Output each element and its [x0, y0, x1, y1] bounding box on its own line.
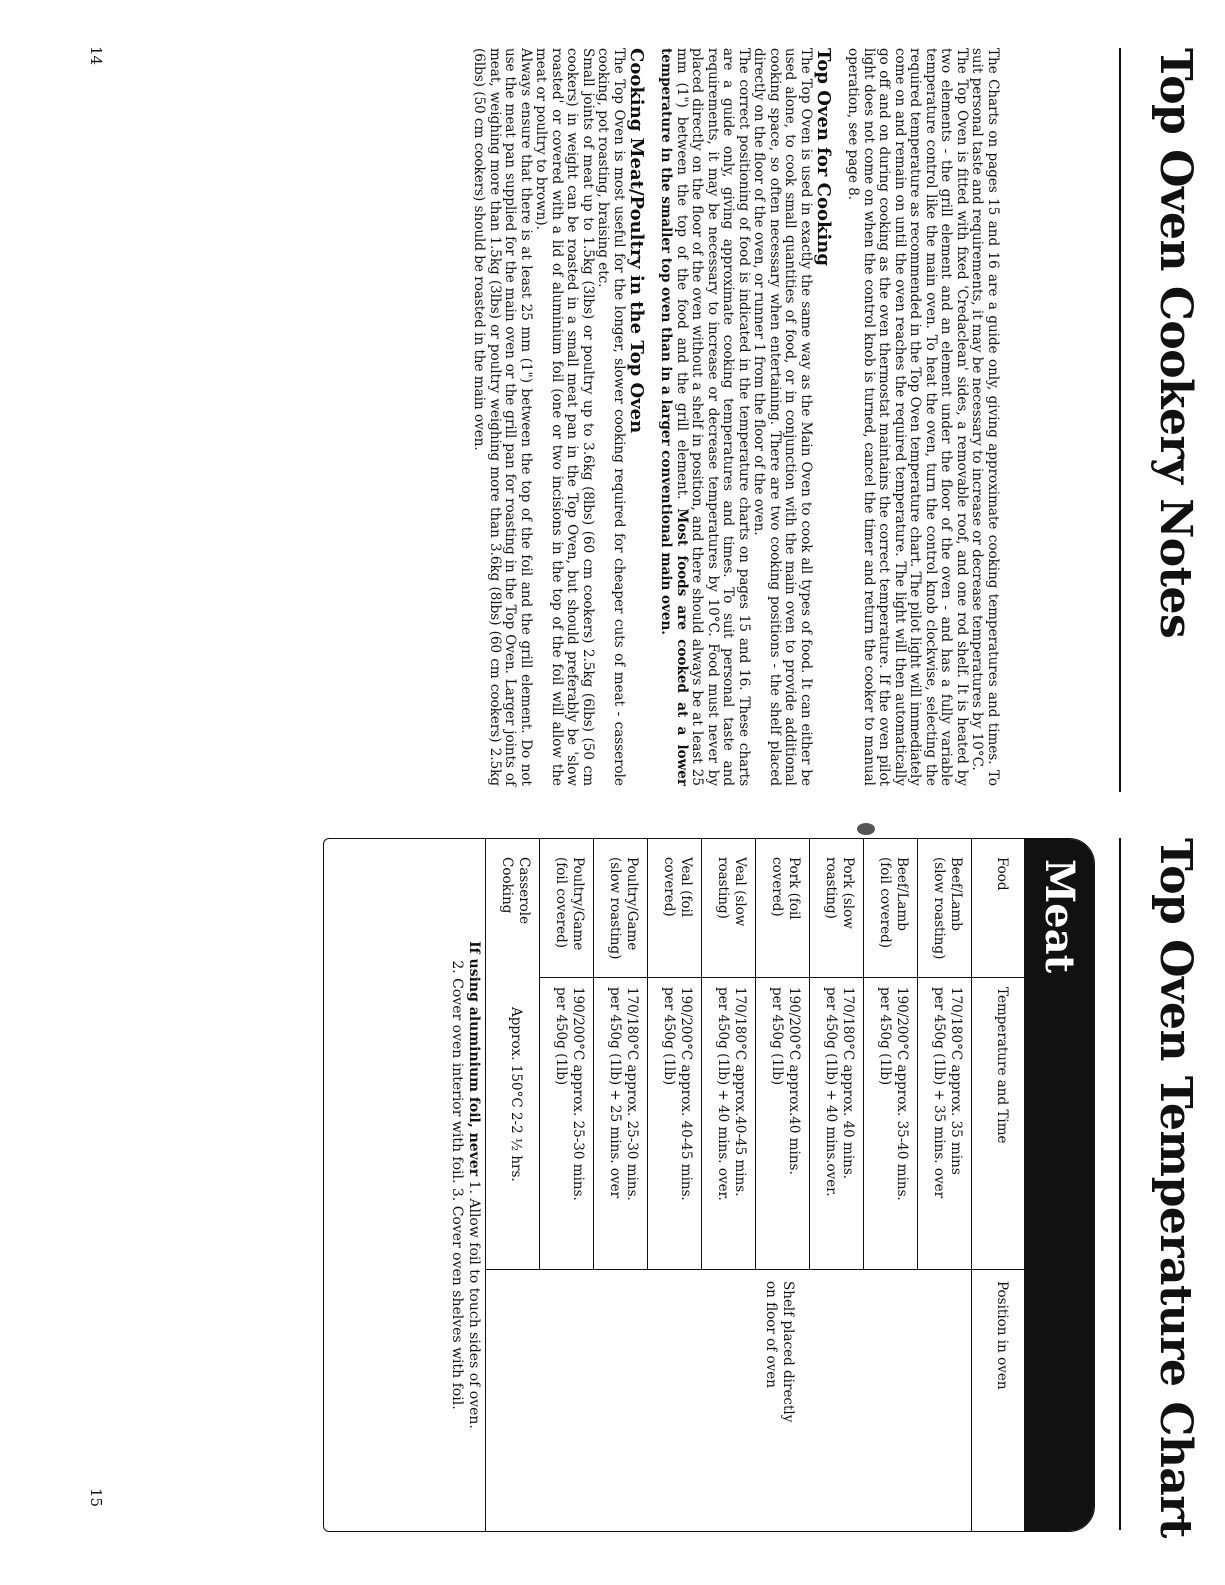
food-cell: Veal (slow — [732, 857, 748, 927]
row-divider — [863, 839, 864, 1269]
card-title: Meat — [1024, 839, 1094, 1531]
row-divider — [971, 839, 972, 1531]
temperature-cell: per 450g (1lb) + 40 mins.over. — [823, 987, 839, 1197]
row-divider — [647, 839, 648, 1269]
emphasis-text: Most foods are cooked at a lower temperature in the smaller top oven than in a larger conventional main oven. — [658, 48, 690, 786]
temperature-cell: per 450g (1lb) + 40 mins. over. — [715, 987, 731, 1201]
temperature-cell: Approx. 150°C 2-2 ½ hrs. — [508, 1007, 524, 1182]
temperature-cell: 190/200°C approx. 40-45 mins. — [678, 987, 694, 1201]
page-number: 14 — [87, 46, 105, 66]
temperature-cell: 190/200°C approx. 25-30 mins. — [570, 987, 586, 1201]
body-paragraph: Always ensure that there is at least 25 mm (1") between the top of the foil and the grill element. Do not use the meat pan supplied for the main oven or the grill pan for roasting in the Top Oven. Larger joints of meat, weighing more than 1.5kg (3lbs) or poultry weighing more than 3.6kg (8lbs) (60 cm cookers) 2.5kg (6lbs) (50 cm cookers) should be roasted in the main oven. — [471, 48, 534, 786]
column-header: Position in oven — [994, 1281, 1010, 1390]
food-cell: Poultry/Game — [570, 857, 586, 951]
column-divider — [540, 977, 1024, 978]
title-rule — [1119, 838, 1121, 1530]
position-cell: on floor of oven — [763, 1281, 779, 1388]
temperature-cell: 170/180°C approx. 40 mins. — [840, 987, 856, 1180]
temperature-cell: 190/200°C approx. 35-40 mins. — [894, 987, 910, 1201]
temperature-cell: per 450g (1lb) + 35 mins. over — [931, 987, 947, 1199]
section-heading: Cooking Meat/Poultry in the Top Oven — [626, 48, 647, 434]
food-cell: Pork (slow — [840, 857, 856, 929]
temperature-cell: per 450g (1lb) — [553, 987, 569, 1086]
food-cell: Casserole — [516, 857, 532, 925]
position-cell: Shelf placed directly — [780, 1281, 796, 1423]
food-cell: Veal (foil — [678, 857, 694, 918]
food-cell: Poultry/Game — [624, 857, 640, 951]
body-paragraph: The correct positioning of food is indicated in the temperature charts on pages 15 and 16. These charts are a guide only, giving approximate cooking temperatures and times. To suit personal taste and requirements, it may be necessary to increase or decrease temperatures by 10°C. Food must never by placed directly on the floor of the oven without a shelf in position, and there should always be at least 25 mm (1") between the top of the food and the grill element. Most foods are cooked at a lower temperature in the smaller top oven than in a larger conventional main oven. — [658, 48, 752, 786]
row-divider — [917, 839, 918, 1269]
meat-chart-card — [323, 838, 1095, 1532]
food-cell: (foil covered) — [877, 857, 893, 948]
temperature-cell: 170/180°C approx. 25-30 mins. — [624, 987, 640, 1201]
food-cell: covered) — [661, 857, 677, 917]
row-divider — [539, 839, 540, 1269]
temperature-cell: 170/180°C approx.40-45 mins. — [732, 987, 748, 1197]
temperature-cell: per 450g (1lb) — [661, 987, 677, 1086]
temperature-cell: 190/200°C approx.40 mins. — [786, 987, 802, 1175]
food-cell: (slow roasting) — [607, 857, 623, 960]
food-cell: roasting) — [823, 857, 839, 919]
food-cell: covered) — [769, 857, 785, 917]
foil-footnote: If using aluminium foil, never 1. Allow foil to touch sides of oven. 2. Cover oven interior with foil. 3. Cover oven shelves with foil. — [449, 941, 482, 1429]
cookery-notes-text — [471, 48, 1000, 786]
page-number: 15 — [87, 1488, 105, 1508]
temperature-cell: per 450g (1lb) — [769, 987, 785, 1086]
food-cell: Pork (foil — [786, 857, 802, 920]
intro-paragraph: The Top Oven is fitted with fixed 'Credaclean' sides, a removable roof, and one rod shelf. It is heated by two elements - the grill element and an element under the floor of the oven - and has a fully variable temperature control like the main oven. To heat the oven, turn the control knob clockwise, selecting the required temperature as recommended in the Top Oven temperature chart. The pilot light will immediately come on and remain on until the oven reaches the required temperature. The light will then automatically go off and on during cooking as the oven thermostat maintains the correct temperature. If the oven pilot light does not come on when the control knob is turned, cancel the timer and return the cooker to manual operation, see page 8. — [845, 48, 970, 786]
meat-table — [499, 839, 1024, 1531]
column-header: Temperature and Time — [994, 987, 1010, 1144]
title-rule — [1119, 48, 1121, 792]
body-paragraph: Small joints of meat up to 1.5kg (3lbs) or poultry up to 3.6kg (8lbs) (60 cm cookers) 2.5kg (6lbs) (50 cm cookers) in weight can be roasted in a small meat pan in the Top Oven, but should preferably be 'slow roasted' or covered with a lid of aluminium foil (one or two incisions in the top of the foil will allow the meat or poultry to brown). — [533, 48, 596, 786]
row-divider — [593, 839, 594, 1269]
row-divider — [701, 839, 702, 1269]
page-title: Top Oven Temperature Chart — [1150, 838, 1201, 1538]
food-cell: Cooking — [499, 857, 515, 914]
row-divider — [755, 839, 756, 1269]
food-cell: Beef/Lamb — [948, 857, 964, 931]
temperature-cell: 170/180°C approx. 35 mins — [948, 987, 964, 1175]
section-heading: Top Oven for Cooking — [813, 48, 834, 266]
food-cell: Beef/Lamb — [894, 857, 910, 931]
temperature-cell: per 450g (1lb) — [877, 987, 893, 1086]
ink-smudge — [857, 823, 875, 835]
body-paragraph: The Top Oven is most useful for the longer, slower cooking required for cheaper cuts of meat - casserole cooking, pot roasting, braising etc. — [595, 48, 627, 786]
intro-paragraph: The Charts on pages 15 and 16 are a guide only, giving approximate cooking temperatures and times. To suit personal taste and requirements, it may be necessary to increase or decrease temperatures by 10°C. — [969, 48, 1001, 786]
page-title: Top Oven Cookery Notes — [1150, 48, 1201, 639]
temperature-cell: per 450g (1lb) + 25 mins. over — [607, 987, 623, 1199]
column-header: Food — [994, 857, 1010, 891]
body-paragraph: The Top Oven is used in exactly the same way as the Main Oven to cook all types of food. It can either be used alone, to cook small quantities of food, or in conjunction with the main oven to provide additional cooking space, so often necessary when entertaining. There are two cooking positions - the shelf placed directly on the floor of the oven, or runner 1 from the floor of the oven. — [751, 48, 814, 786]
food-cell: (foil covered) — [553, 857, 569, 948]
column-divider — [486, 1269, 1024, 1270]
food-cell: (slow roasting) — [931, 857, 947, 960]
row-divider — [809, 839, 810, 1269]
row-divider — [485, 839, 486, 1531]
food-cell: roasting) — [715, 857, 731, 919]
